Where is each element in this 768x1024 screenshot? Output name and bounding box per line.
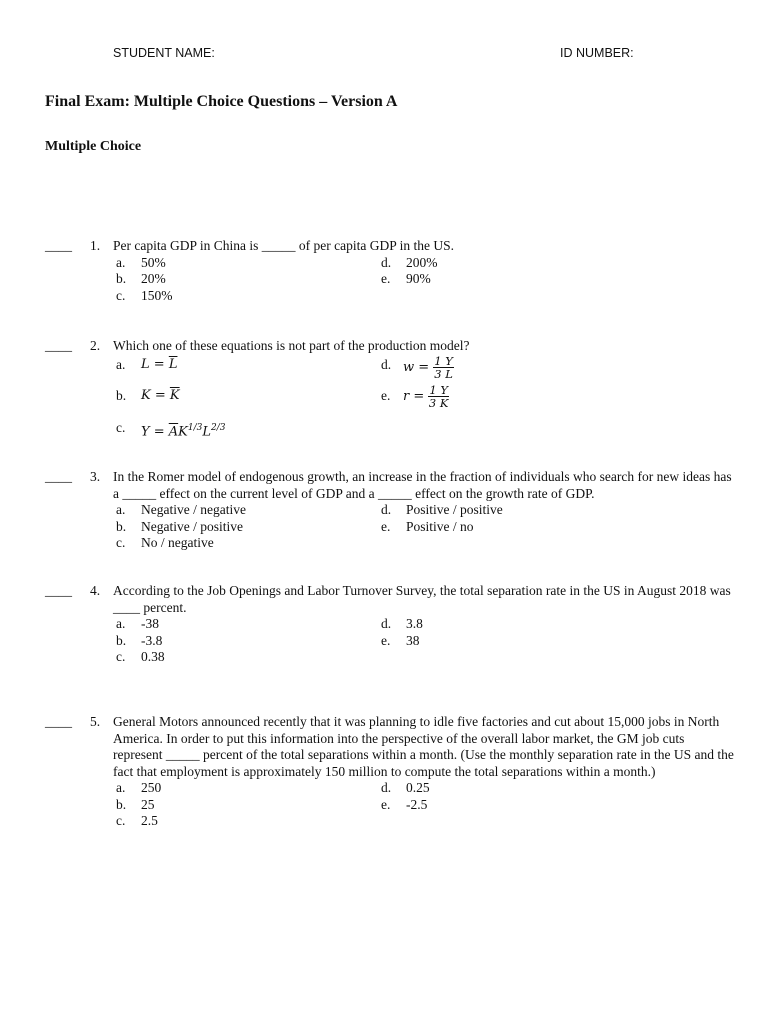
question-stem: Which one of these equations is not part of the production model? bbox=[113, 338, 470, 353]
question-number: 4. bbox=[90, 583, 101, 598]
options: a. Negative / negative b. Negative / positive c. No / negative d. Positive / positive e. Positive / no bbox=[116, 502, 503, 550]
page-title: Final Exam: Multiple Choice Questions – Version A bbox=[45, 93, 398, 110]
options: a. 250 b. 25 c. 2.5 d. 0.25 e. -2.5 bbox=[116, 780, 430, 828]
answer-blank[interactable]: ____ bbox=[45, 469, 72, 484]
question-stem: According to the Job Openings and Labor Turnover Survey, the total separation rate in the US in August 2018 was ____ percent. bbox=[113, 583, 731, 615]
options: a. 50% b. 20% c. 150% d. 200% e. 90% bbox=[116, 254, 438, 303]
question-stem: In the Romer model of endogenous growth, an increase in the fraction of individuals who search for new ideas has a _____ effect on the current level of GDP and a _____ effect on the growth rate of GDP. bbox=[113, 469, 732, 501]
question-stem: Per capita GDP in China is _____ of per capita GDP in the US. bbox=[113, 238, 454, 253]
section-heading: Multiple Choice bbox=[45, 139, 142, 154]
equation-a: $L = \overline{L}$ bbox=[141, 356, 178, 372]
options: a. $L = \overline{L}$ b. $K = \overline{K}$ c. $Y = \overline{A}K^{1/3}L^{2/3}$ d. w = $\frac{1 Y}{3 L}$ e. r = $\frac{1 Y}{3 K}$ bbox=[116, 353, 453, 439]
question-number: 2. bbox=[90, 338, 101, 353]
question-1 bbox=[45, 238, 735, 307]
question-number: 3. bbox=[90, 469, 101, 484]
question-number: 5. bbox=[90, 714, 101, 729]
question-2 bbox=[45, 338, 735, 437]
answer-blank[interactable]: ____ bbox=[45, 583, 72, 598]
question-number: 1. bbox=[90, 238, 101, 253]
answer-blank[interactable]: ____ bbox=[45, 714, 72, 729]
question-4 bbox=[45, 583, 735, 668]
equation-c: $Y = \overline{A}K^{1/3}L^{2/3}$ bbox=[141, 422, 226, 439]
question-stem: General Motors announced recently that it was planning to idle five factories and cut about 15,000 jobs in North America. In order to put this information into the perspective of the overall labor market, the GM job cuts represent _____ percent of the total separations within a month. (Use the monthly separation rate in the US and the fact that employment is approximately 150 million to compute the total separations within a month.) bbox=[113, 714, 734, 779]
answer-blank[interactable]: ____ bbox=[45, 238, 72, 253]
equation-b: $K = \overline{K}$ bbox=[141, 387, 180, 403]
options: a. -38 b. -3.8 c. 0.38 d. 3.8 e. 38 bbox=[116, 616, 423, 664]
equation-d: w = $\frac{1 Y}{3 L}$ bbox=[403, 353, 453, 381]
equation-e: r = $\frac{1 Y}{3 K}$ bbox=[403, 382, 449, 410]
student-name-label: STUDENT NAME: bbox=[113, 46, 215, 60]
question-3 bbox=[45, 469, 735, 554]
answer-blank[interactable]: ____ bbox=[45, 338, 72, 353]
question-5 bbox=[45, 714, 735, 832]
id-number-label: ID NUMBER: bbox=[560, 46, 634, 60]
